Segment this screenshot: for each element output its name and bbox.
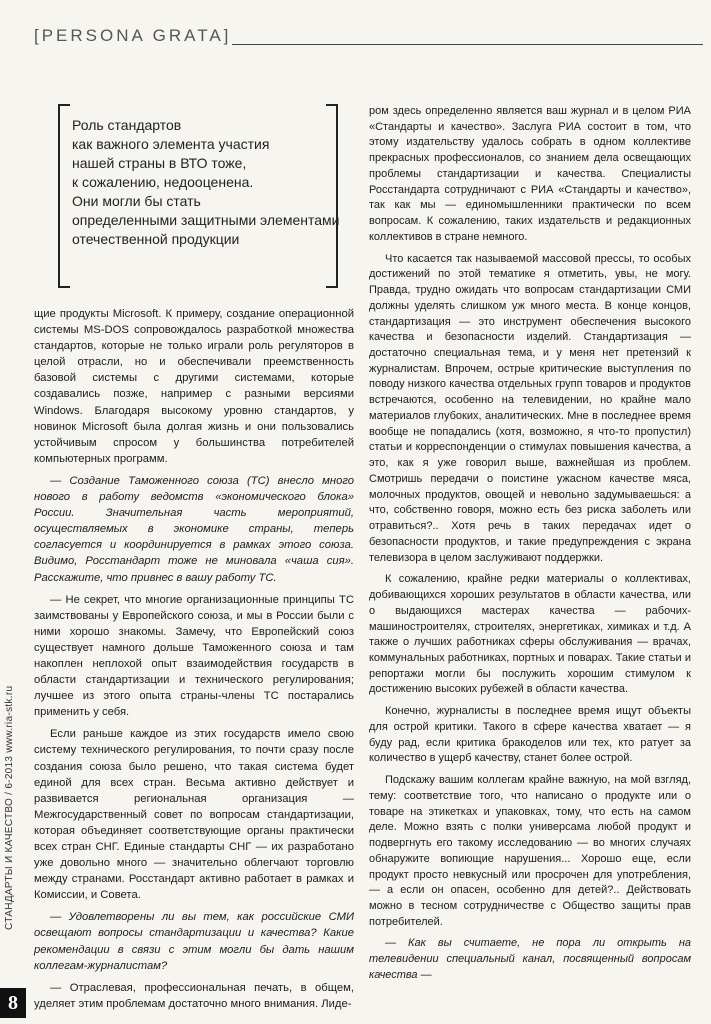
left-column [34, 306, 354, 1012]
pull-quote-line: определенными защитными элементами [72, 212, 340, 228]
page-number: 8 [0, 988, 26, 1018]
body-paragraph: ром здесь определенно является ваш журнал и в целом РИА «Стандарты и качество». Заслуга РИА состоит в том, что этому издательству удалось собрать в одном коллективе прекрасных профессионалов, со знанием дела освещающих проблемы стандартизации и качества. Специалисты Росстандарта сотрудничают с РИА «Стандарты и качество», так как мы — единомышленники практически по всем вопросам. К сожалению, таких издательств и редакционных коллективов в стране немного. [369, 105, 691, 243]
right-column [369, 104, 691, 984]
header-rule [232, 44, 703, 45]
body-paragraph: щие продукты Microsoft. К примеру, создание операционной системы MS-DOS сопровождалось разработкой множества стандартов, которые не только играли роль регуляторов в целой отрасли, но и обеспечивали преемственность базовой системы с другими системами, которые создавались позже, например с разными версиями Windows. Благодаря высокому уровню стандартов, у новинок Microsoft была долгая жизнь и они пользовались устойчивым спросом у большинства потребителей компьютерных программ. [34, 308, 354, 465]
body-paragraph: Что касается так называемой массовой прессы, то особых достижений по этой тематике я отметить, увы, не могу. Правда, трудно ожидать что вопросам стандартизации СМИ должны уделять слишком уж много места. В конце концов, стандартизация — это инструмент обеспечения высокого качества и безопасности изделий. Стандартизация — достаточно специальная тема, и у меня нет претензий к журналистам. Впрочем, острые критические выступления по поводу низкого качества отдельных групп товаров и продуктов встречаются, особенно на телевидении, но крайне мало материалов глубоких, аналитических. Мне в последнее время вообще не попадались (хотя, возможно, я что-то пропустил) статьи и корреспонденции о стимулах повышения качества, а это, как я уже говорил выше, важнейшая из проблем. Смотришь передачи о поистине ужасном качестве мяса, молочных продуктов, овощей и невольно задумываешься: а что, собственно говоря, можно есть без риска заболеть или отравиться?.. Хотя речь в таких передачах идет о безопасности продуктов, и такие предупреждения с экрана телевизора в целом заслуживают поддержки. [369, 252, 691, 564]
pull-quote-line: Роль стандартов [72, 117, 182, 133]
sidebar [0, 600, 24, 930]
body-paragraph: Подскажу вашим коллегам крайне важную, на мой взгляд, тему: соответствие того, что написано о продукте или о товаре на этикетках и упаковках, тому, что есть на самом деле. Можно взять с полки универсама любой продукт и подвергнуть его такому исследованию — во многих случаях обнаружите вопиющие нарушения... Хорошо еще, если продукт просто невкусный или просрочен для употребления, — а если он опасен, особенно для детей?.. Действовать можно в тесном сотрудничестве с Общество защиты прав потребителей. [369, 774, 691, 928]
question-paragraph: — Создание Таможенного союза (ТС) внесло много нового в работу ведомств «экономического блока» России. Значительная часть мероприятий, осуществляемых в экономике страны, теперь согласуется и координируется в рамках этого союза. Видимо, Росстандарт тоже не миновала «чаша сия». Расскажите, что привнес в вашу работу ТС. [34, 474, 354, 584]
body-paragraph: К сожалению, крайне редки материалы о коллективах, добивающихся хороших результатов в области качества, или о выдающихся мастерах качества — рабочих-машиностроителях, строителях, энергетиках, химиках и т.д. А также о лучших работниках сферы обслуживания — врачах, коммунальных работниках, портных и поварах. Такие статьи и репортажи могли бы послужить хорошим стимулом к достижению высоких рубежей в области качества. [369, 573, 691, 696]
body-paragraph: — Не секрет, что многие организационные принципы ТС заимствованы у Европейского союза, и мы в России были с ними хорошо знакомы. Замечу, что Европейский союз существует намного дольше Таможенного союза и там накоплен неплохой опыт взаимодействия государств в области стандартизации и технического регулирования; лучшее из этого опыта страны-члены ТС постарались применить у себя. [34, 593, 354, 719]
question-paragraph: — Как вы считаете, не пора ли открыть на телевидении специальный канал, посвященный вопросам качества — [369, 937, 691, 981]
question-paragraph: — Удовлетворены ли вы тем, как российские СМИ освещают вопросы стандартизации и качества? Какие рекомендации в связи с этим могли бы дать нашим коллегам-журналистам? [34, 911, 354, 972]
pull-quote-line: Они могли бы стать [72, 193, 201, 209]
pull-quote-line: нашей страны в ВТО тоже, [72, 155, 247, 171]
page-header [34, 26, 703, 52]
pull-quote-line: как важного элемента участия [72, 136, 270, 152]
body-paragraph: Конечно, журналисты в последнее время ищут объекты для острой критики. Такого в сфере качества хватает — я буду рад, если критика бракоделов или тех, кто ратует за количество в ущерб качеству, станет более острой. [369, 705, 691, 765]
body-paragraph: Если раньше каждое из этих государств имело свою систему технического регулирования, то почти сразу после создания союза было решено, что такая система будет единой для всех стран. Весьма активно действует и развивается региональная организация — Межгосударственный совет по вопросам стандартизации, которая объединяет соответствующие органы практически всех стран СНГ. Единые стандарты СНГ — их разработано уже довольно много — значительно облегчают торговлю между странами. Росстандарт активно работает в рамках и Комиссии, и Совета. [34, 728, 354, 902]
pull-quote-line: отечественной продукции [72, 231, 240, 247]
pull-quote-line: к сожалению, недооценена. [72, 174, 254, 190]
body-paragraph: — Отраслевая, профессиональная печать, в общем, уделяет этим проблемам достаточно много внимания. Лиде- [34, 981, 354, 1010]
pull-quote [58, 104, 338, 284]
pull-quote-text [72, 116, 340, 249]
journal-issue-label: СТАНДАРТЫ И КАЧЕСТВО / 6-2013 www.ria-stk.ru [4, 685, 15, 930]
pull-quote-bracket-left [58, 104, 70, 288]
section-title: [PERSONA GRATA] [34, 26, 232, 45]
